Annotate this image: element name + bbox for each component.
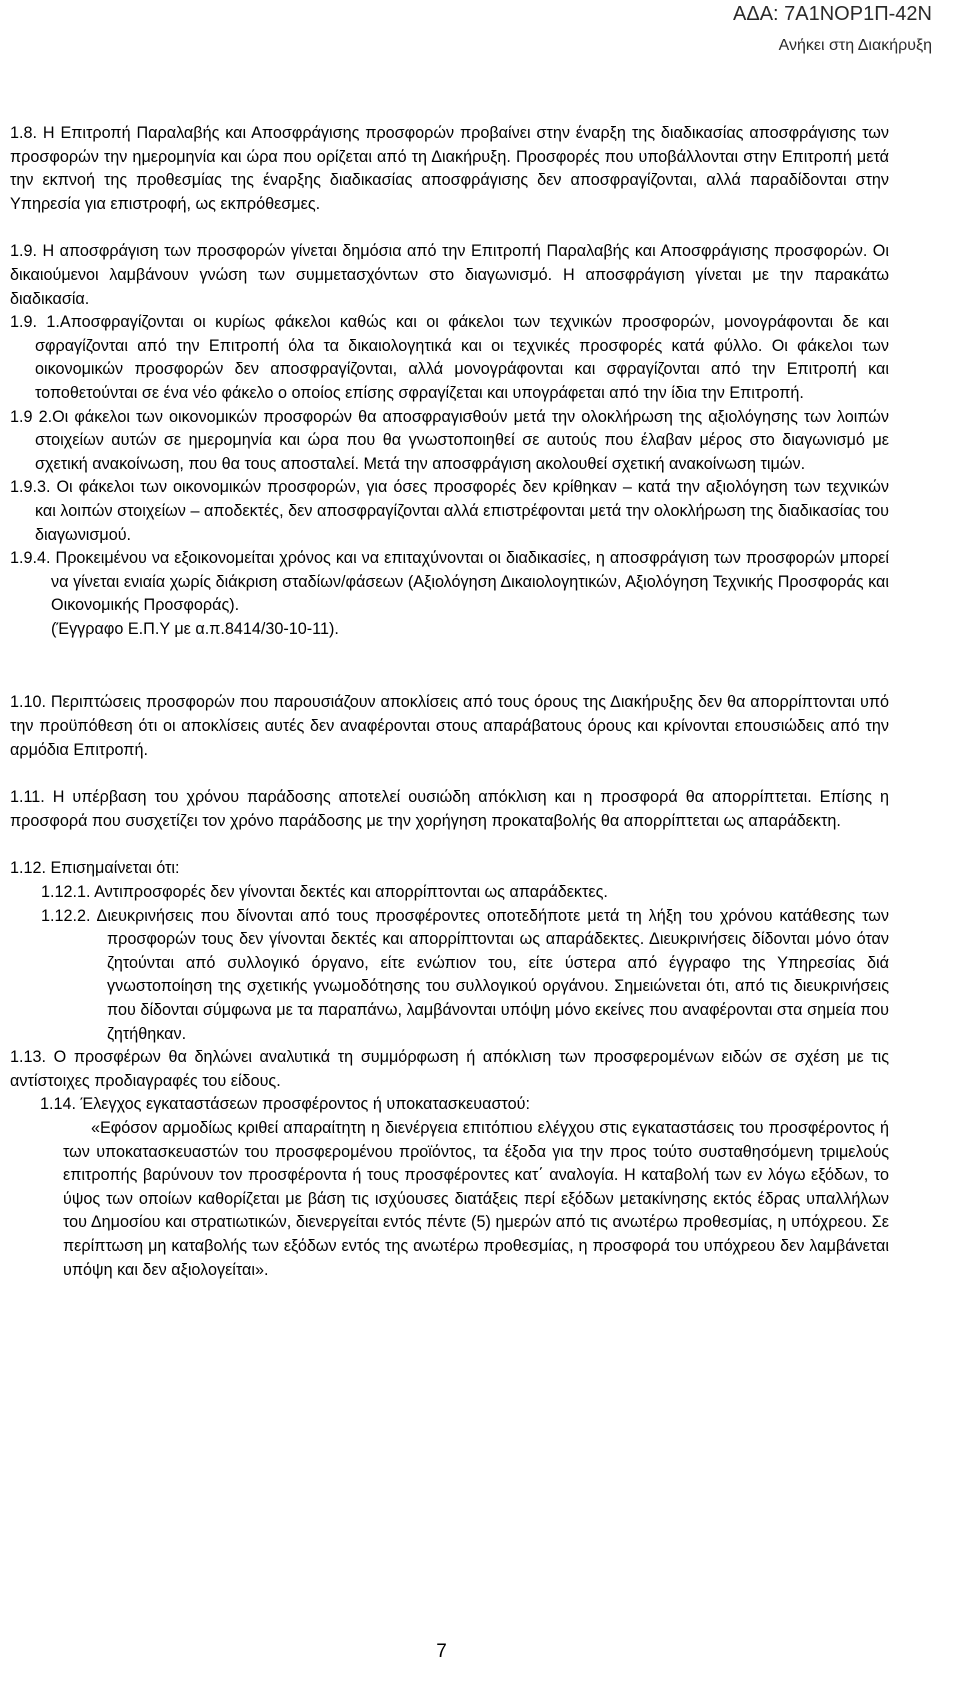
ada-code: ΑΔΑ: 7Α1ΝΟΡ1Π-42Ν [733,3,932,25]
belongs-to-notice: Ανήκει στη Διακήρυξη [778,37,932,54]
section-1-9-3: 1.9.3. Οι φάκελοι των οικονομικών προσφορών, για όσες προσφορές δεν κρίθηκαν – κατά την αξιολόγηση των τεχνικών και λοιπών στοιχείων – αποδεκτές, δεν αποσφραγίζονται αλλά επιστρέφονται μετά την ολοκλήρωση της διαδικασίας του διαγωνισμού. [10,478,889,544]
section-1-14-heading: 1.14. Έλεγχος εγκαταστάσεων προσφέροντος ή υποκατασκευαστού: [40,1095,530,1114]
section-1-11: 1.11. Η υπέρβαση του χρόνου παράδοσης αποτελεί ουσιώδη απόκλιση και η προσφορά θα απορρίπτεται. Επίσης η προσφορά που συσχετίζει τον χρόνο παράδοσης με την χορήγηση προκαταβολής θα απορρίπτεται ως απαράδεκτη. [10,788,889,830]
section-1-9-2: 1.9 2.Οι φάκελοι των οικονομικών προσφορών θα αποσφραγισθούν μετά την ολοκλήρωση της αξιολόγησης των λοιπών στοιχείων αυτών σε ημερομηνία και ώρα που θα γνωστοποιηθεί σε αυτούς που έλαβαν μέρος στο διαγωνισμό με σχετική ανακοίνωση, που θα τους αποσταλεί. Μετά την αποσφράγιση ακολουθεί σχετική ανακοίνωση τιμών. [10,407,889,473]
section-1-12-1: 1.12.1. Αντιπροσφορές δεν γίνονται δεκτές και απορρίπτονται ως απαράδεκτες. [41,883,608,902]
section-1-9-4-reference: (Έγγραφο Ε.Π.Υ με α.π.8414/30-10-11). [51,619,339,638]
document-body [0,122,960,1282]
section-1-9: 1.9. Η αποσφράγιση των προσφορών γίνεται δημόσια από την Επιτροπή Παραλαβής και Αποσφράγισης προσφορών. Οι δικαιούμενοι λαμβάνουν γνώση των συμμετασχόντων στο διαγωνισμό. Η αποσφράγιση γίνεται με την παρακάτω διαδικασία. [10,242,889,308]
section-1-10: 1.10. Περιπτώσεις προσφορών που παρουσιάζουν αποκλίσεις από τους όρους της Διακήρυξης δεν θα απορρίπτονται υπό την προϋπόθεση ότι οι αποκλίσεις αυτές δεν αναφέρονται στους απαράβατους όρους και κρίνονται επουσιώδεις από την αρμόδια Επιτροπή. [10,693,889,759]
section-1-9-4: 1.9.4. Προκειμένου να εξοικονομείται χρόνος και να επιταχύνονται οι διαδικασίες, η αποσφράγιση των προσφορών μπορεί να γίνεται ενιαία χωρίς διάκριση σταδίων/φάσεων (Αξιολόγηση Δικαιολογητικών, Αξιολόγηση Τεχνικής Προσφοράς και Οικονομικής Προσφοράς). [10,549,889,615]
section-1-12-heading: 1.12. Επισημαίνεται ότι: [10,859,180,878]
page-number: 7 [436,1641,447,1662]
section-1-14-quote: «Εφόσον αρμοδίως κριθεί απαραίτητη η διενέργεια επιτόπιου ελέγχου στις εγκαταστάσεις του προσφέροντος ή των υποκατασκευαστών του προσφερομένου προϊόντος, τα έξοδα για την προς τούτο συσταθησόμενη τριμελούς επιτροπής βαρύνουν τον προσφέροντα ή τους προσφέροντες κατ΄ αναλογία. Η καταβολή των εν λόγω εξόδων, το ύψος των οποίων καθορίζεται με βάση τις ισχύουσες διατάξεις περί εξόδων μετακίνησης εκτός έδρας υπαλλήλων του Δημοσίου και στρατιωτικών, διενεργείται εντός πέντε (5) ημερών από τις ανωτέρω προθεσμίας, η υπόχρεου. Σε περίπτωση μη καταβολής των εξόδων εντός της ανωτέρω προθεσμίας, η προσφορά του υπόχρεου δεν λαμβάνεται υπόψη και δεν αξιολογείται». [63,1118,889,1279]
section-1-13: 1.13. Ο προσφέρων θα δηλώνει αναλυτικά τη συμμόρφωση ή απόκλιση των προσφερομένων ειδών σε σχέση με τις αντίστοιχες προδιαγραφές του είδους. [10,1048,889,1090]
section-1-12-2: 1.12.2. Διευκρινήσεις που δίνονται από τους προσφέροντες οποτεδήποτε μετά τη λήξη του χρόνου κατάθεσης των προσφορών τους δεν γίνονται δεκτές και απορρίπτονται ως απαράδεκτες. Διευκρινήσεις δίδονται μόνο όταν ζητούνται από συλλογικό όργανο, είτε ενώπιον του, είτε ύστερα από έγγραφο της Υπηρεσίας διά γνωστοποίηση της σχετικής γνωμοδότησης του συλλογικού οργάνου. Σημειώνεται ότι, από τις διευκρινήσεις που δίδονται σύμφωνα με τα παραπάνω, λαμβάνονται υπόψη μόνο εκείνες που αναφέρονται στα σημεία που ζητήθηκαν. [41,906,889,1043]
section-1-9-1: 1.9. 1.Αποσφραγίζονται οι κυρίως φάκελοι καθώς και οι φάκελοι των τεχνικών προσφορών, μονογράφονται δε και σφραγίζονται από την Επιτροπή όλα τα δικαιολογητικά και οι τεχνικές προσφορές κατά φύλλο. Οι φάκελοι των οικονομικών προσφορών δεν αποσφραγίζονται, αλλά μονογράφονται και σφραγίζονται από την Επιτροπή και τοποθετούνται σε ένα νέο φάκελο ο οποίος επίσης σφραγίζεται και υπογράφεται από την ίδια την Επιτροπή. [10,313,889,402]
section-1-8: 1.8. Η Επιτροπή Παραλαβής και Αποσφράγισης προσφορών προβαίνει στην έναρξη της διαδικασίας αποσφράγισης των προσφορών την ημερομηνία και ώρα που ορίζεται από τη Διακήρυξη. Προσφορές που υποβάλλονται στην Επιτροπή μετά την εκπνοή της προθεσμίας της έναρξης διαδικασίας αποσφράγισης δεν αποσφραγίζονται, αλλά παραδίδονται στην Υπηρεσία για επιστροφή, ως εκπρόθεσμες. [10,124,889,213]
